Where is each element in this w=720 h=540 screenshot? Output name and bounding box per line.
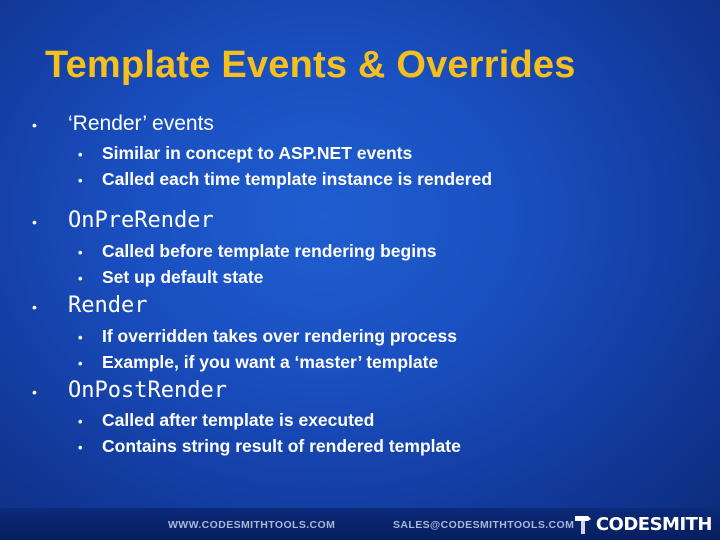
bullet-item [30,378,227,403]
bullet-dot-icon: • [78,245,83,260]
sub-bullet-text: Similar in concept to ASP.NET events [102,143,413,163]
sub-bullet-item [78,169,492,190]
sub-bullet-item [78,267,263,288]
slide-title: Template Events & Overrides [45,44,576,86]
hammer-icon [572,513,594,535]
bullet-dot-icon: • [78,356,83,371]
sub-bullet-text: Set up default state [102,267,264,287]
logo-text: CODESMITH [595,513,712,535]
sub-bullet-text: Called before template rendering begins [102,241,437,261]
sub-bullet-item [78,143,412,164]
bullet-dot-icon: • [78,414,83,429]
sub-bullet-item [78,352,438,373]
bullet-dot-icon: • [78,271,83,286]
bullet-dot-icon: • [32,214,37,230]
bullet-dot-icon: • [78,173,83,188]
bullet-dot-icon: • [32,384,37,400]
sub-bullet-text: If overridden takes over rendering process [102,326,457,346]
sub-bullet-item [78,410,374,431]
bullet-item [30,293,147,318]
sub-bullet-text: Contains string result of rendered template [102,436,461,456]
bullet-text: OnPreRender [68,208,214,233]
sub-bullet-text: Called each time template instance is rendered [102,169,493,189]
bullet-text: OnPostRender [68,378,227,403]
bullet-dot-icon: • [78,440,83,455]
bullet-text: Render [68,293,148,318]
sub-bullet-item [78,326,457,347]
email-link[interactable]: SALES@CODESMITHTOOLS.COM [393,519,575,531]
sub-bullet-item [78,241,437,262]
website-link[interactable]: WWW.CODESMITHTOOLS.COM [168,519,336,531]
bullet-dot-icon: • [78,330,83,345]
bullet-dot-icon: • [32,299,37,315]
codesmith-logo [572,512,712,536]
bullet-text: ‘Render’ events [68,112,214,135]
sub-bullet-text: Example, if you want a ‘master’ template [102,352,439,372]
bullet-dot-icon: • [32,117,37,133]
bullet-dot-icon: • [78,147,83,162]
sub-bullet-item [78,436,461,457]
bullet-item [30,208,214,233]
bullet-item [30,112,214,136]
footer-bar [0,508,720,540]
sub-bullet-text: Called after template is executed [102,410,375,430]
